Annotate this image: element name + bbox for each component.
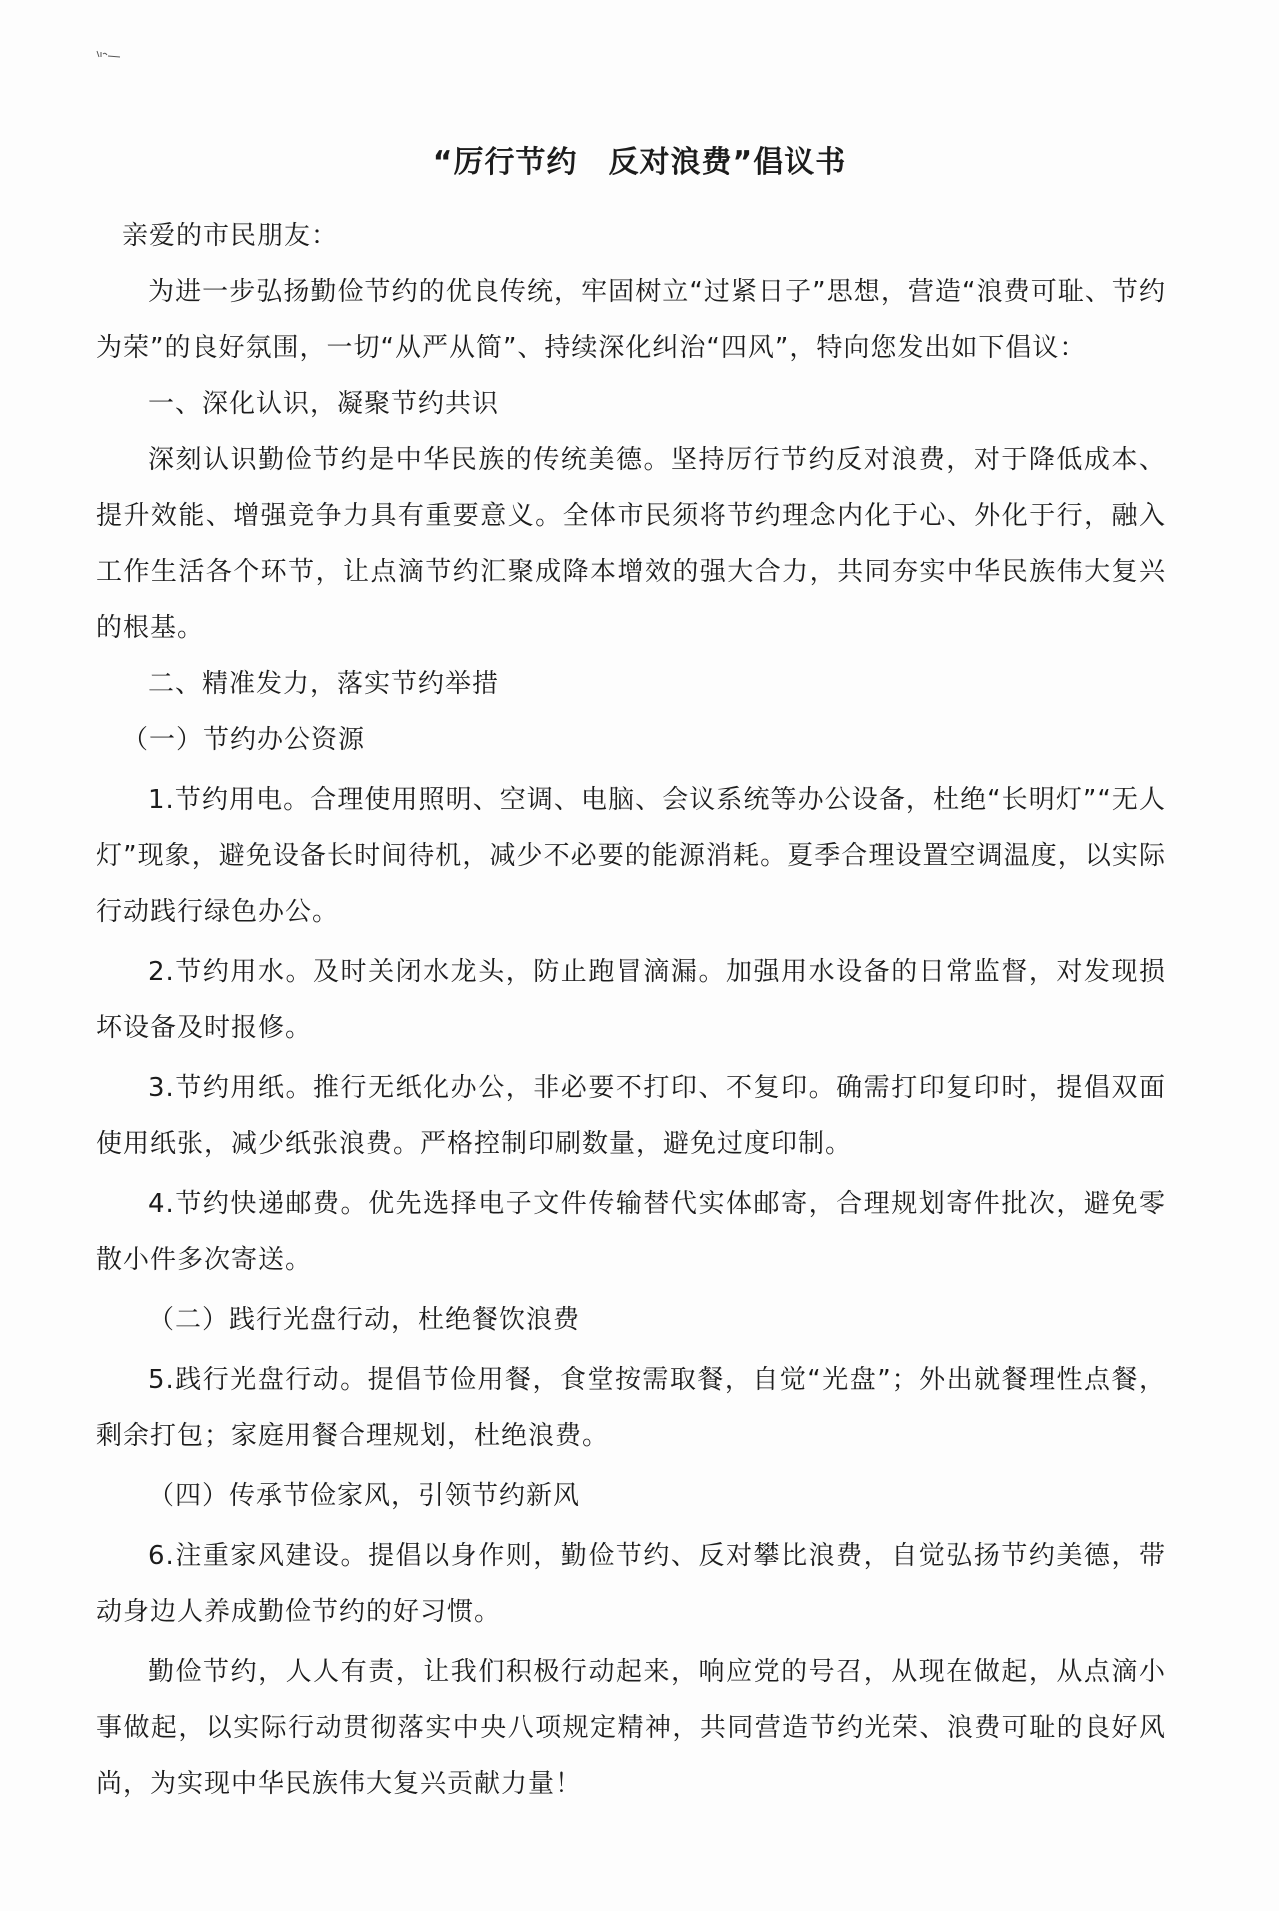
document-title: “厉行节约 反对浪费”倡议书: [432, 145, 847, 180]
item-2: 2.节约用水。及时关闭水龙头，防止跑冒滴漏。加强用水设备的日常监督，对发现损坏设备及时报修。: [96, 957, 1166, 1043]
section-1-heading: 一、深化认识，凝聚节约共识: [148, 389, 500, 419]
item-4: 4.节约快递邮费。优先选择电子文件传输替代实体邮寄，合理规划寄件批次，避免零散小件多次寄送。: [96, 1189, 1166, 1275]
scan-mark: [96, 48, 124, 60]
item-1: 1.节约用电。合理使用照明、空调、电脑、会议系统等办公设备，杜绝“长明灯”“无人灯”现象，避免设备长时间待机，减少不必要的能源消耗。夏季合理设置空调温度，以实际行动践行绿色办公。: [96, 785, 1166, 927]
section-2-heading: 二、精准发力，落实节约举措: [148, 669, 500, 699]
item-6: 6.注重家风建设。提倡以身作则，勤俭节约、反对攀比浪费，自觉弘扬节约美德，带动身边人养成勤俭节约的好习惯。: [96, 1541, 1166, 1627]
subsection-1-heading: （一）节约办公资源: [122, 725, 366, 755]
item-5: 5.践行光盘行动。提倡节俭用餐，食堂按需取餐，自觉“光盘”；外出就餐理性点餐，剩余打包；家庭用餐合理规划，杜绝浪费。: [96, 1365, 1166, 1451]
item-3: 3.节约用纸。推行无纸化办公，非必要不打印、不复印。确需打印复印时，提倡双面使用纸张，减少纸张浪费。严格控制印刷数量，避免过度印制。: [96, 1073, 1166, 1159]
document-body: [96, 208, 1166, 1812]
salutation: 亲爱的市民朋友：: [122, 221, 339, 251]
section-1-body: 深刻认识勤俭节约是中华民族的传统美德。坚持厉行节约反对浪费，对于降低成本、提升效能、增强竞争力具有重要意义。全体市民须将节约理念内化于心、外化于行，融入工作生活各个环节，让点滴节约汇聚成降本增效的强大合力，共同夯实中华民族伟大复兴的根基。: [96, 445, 1166, 643]
closing-paragraph: 勤俭节约，人人有责，让我们积极行动起来，响应党的号召，从现在做起，从点滴小事做起，以实际行动贯彻落实中央八项规定精神，共同营造节约光荣、浪费可耻的良好风尚，为实现中华民族伟大复兴贡献力量！: [96, 1657, 1166, 1799]
subsection-4-heading: （四）传承节俭家风，引领节约新风: [148, 1481, 581, 1511]
subsection-2-heading: （二）践行光盘行动，杜绝餐饮浪费: [148, 1305, 581, 1335]
intro-paragraph: 为进一步弘扬勤俭节约的优良传统，牢固树立“过紧日子”思想，营造“浪费可耻、节约为荣”的良好氛围，一切“从严从简”、持续深化纠治“四风”，特向您发出如下倡议：: [96, 277, 1166, 363]
